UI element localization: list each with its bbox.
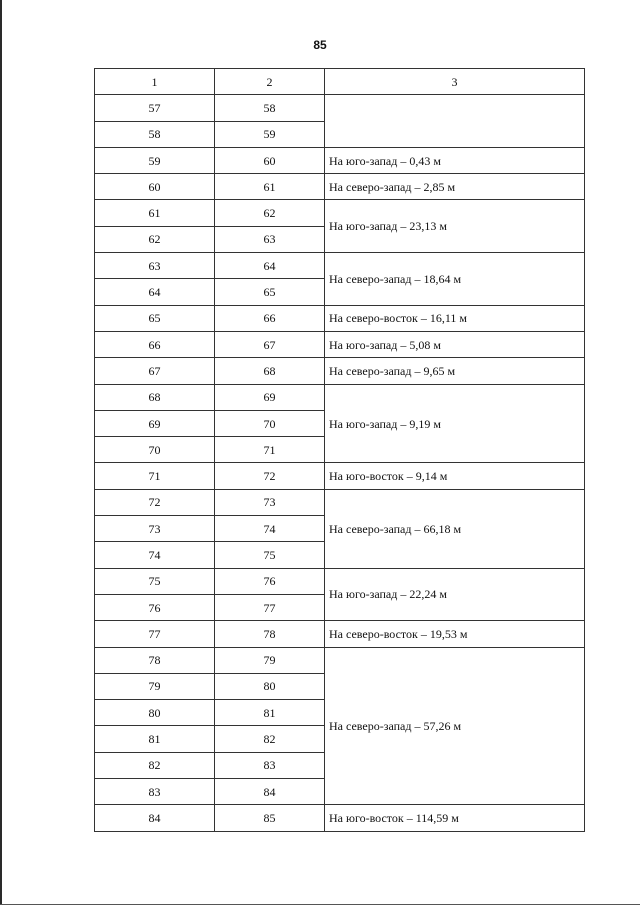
table-row	[95, 200, 585, 226]
page-number: 85	[313, 38, 327, 52]
table-row	[95, 489, 585, 515]
table-row	[95, 463, 585, 489]
point-from-cell: 83	[95, 779, 215, 805]
point-from-cell: 80	[95, 700, 215, 726]
point-to-cell: 82	[215, 726, 325, 752]
point-from-cell: 79	[95, 673, 215, 699]
direction-cell: На северо-запад – 18,64 м	[325, 253, 585, 306]
header-col-2: 2	[215, 69, 325, 95]
direction-cell: На северо-запад – 2,85 м	[325, 174, 585, 200]
scan-edge-left	[0, 0, 2, 905]
point-to-cell: 75	[215, 542, 325, 568]
point-to-cell: 68	[215, 358, 325, 384]
point-to-cell: 62	[215, 200, 325, 226]
point-to-cell: 58	[215, 95, 325, 121]
point-from-cell: 78	[95, 647, 215, 673]
table-body	[95, 95, 585, 831]
point-from-cell: 77	[95, 621, 215, 647]
table-row	[95, 95, 585, 121]
point-from-cell: 64	[95, 279, 215, 305]
point-to-cell: 73	[215, 489, 325, 515]
point-from-cell: 75	[95, 568, 215, 594]
table-row	[95, 568, 585, 594]
point-to-cell: 66	[215, 305, 325, 331]
point-from-cell: 62	[95, 226, 215, 252]
point-to-cell: 72	[215, 463, 325, 489]
direction-cell: На юго-запад – 0,43 м	[325, 147, 585, 173]
direction-cell: На северо-восток – 16,11 м	[325, 305, 585, 331]
point-to-cell: 84	[215, 779, 325, 805]
point-to-cell: 83	[215, 752, 325, 778]
point-from-cell: 61	[95, 200, 215, 226]
point-to-cell: 81	[215, 700, 325, 726]
point-to-cell: 74	[215, 516, 325, 542]
point-from-cell: 67	[95, 358, 215, 384]
table-row	[95, 384, 585, 410]
direction-cell: На юго-запад – 5,08 м	[325, 331, 585, 357]
point-from-cell: 71	[95, 463, 215, 489]
point-to-cell: 76	[215, 568, 325, 594]
point-to-cell: 79	[215, 647, 325, 673]
point-to-cell: 71	[215, 437, 325, 463]
direction-cell: На северо-запад – 57,26 м	[325, 647, 585, 805]
direction-cell: На северо-запад – 66,18 м	[325, 489, 585, 568]
point-to-cell: 65	[215, 279, 325, 305]
point-to-cell: 69	[215, 384, 325, 410]
point-from-cell: 74	[95, 542, 215, 568]
table-row	[95, 358, 585, 384]
table-header	[95, 69, 585, 95]
table-row	[95, 305, 585, 331]
boundary-table	[94, 68, 585, 832]
direction-cell: На юго-восток – 9,14 м	[325, 463, 585, 489]
direction-cell: На северо-восток – 19,53 м	[325, 621, 585, 647]
table-row	[95, 253, 585, 279]
point-from-cell: 84	[95, 805, 215, 831]
direction-cell	[325, 95, 585, 148]
point-to-cell: 59	[215, 121, 325, 147]
point-from-cell: 82	[95, 752, 215, 778]
direction-cell: На юго-запад – 22,24 м	[325, 568, 585, 621]
table-row	[95, 331, 585, 357]
point-to-cell: 85	[215, 805, 325, 831]
header-col-3: 3	[325, 69, 585, 95]
table-row	[95, 621, 585, 647]
direction-cell: На юго-запад – 9,19 м	[325, 384, 585, 463]
point-from-cell: 59	[95, 147, 215, 173]
direction-cell: На юго-восток – 114,59 м	[325, 805, 585, 831]
point-from-cell: 81	[95, 726, 215, 752]
table-row	[95, 174, 585, 200]
point-to-cell: 67	[215, 331, 325, 357]
point-from-cell: 76	[95, 594, 215, 620]
point-to-cell: 64	[215, 253, 325, 279]
point-to-cell: 78	[215, 621, 325, 647]
table-row	[95, 147, 585, 173]
point-from-cell: 60	[95, 174, 215, 200]
point-from-cell: 68	[95, 384, 215, 410]
point-from-cell: 72	[95, 489, 215, 515]
point-from-cell: 57	[95, 95, 215, 121]
point-to-cell: 61	[215, 174, 325, 200]
point-to-cell: 80	[215, 673, 325, 699]
point-to-cell: 70	[215, 410, 325, 436]
point-from-cell: 70	[95, 437, 215, 463]
point-from-cell: 65	[95, 305, 215, 331]
point-to-cell: 77	[215, 594, 325, 620]
point-from-cell: 73	[95, 516, 215, 542]
point-from-cell: 66	[95, 331, 215, 357]
direction-cell: На юго-запад – 23,13 м	[325, 200, 585, 253]
point-from-cell: 58	[95, 121, 215, 147]
header-col-1: 1	[95, 69, 215, 95]
direction-cell: На северо-запад – 9,65 м	[325, 358, 585, 384]
table-row	[95, 805, 585, 831]
header-row	[95, 69, 585, 95]
point-from-cell: 63	[95, 253, 215, 279]
point-from-cell: 69	[95, 410, 215, 436]
table-row	[95, 647, 585, 673]
point-to-cell: 60	[215, 147, 325, 173]
point-to-cell: 63	[215, 226, 325, 252]
